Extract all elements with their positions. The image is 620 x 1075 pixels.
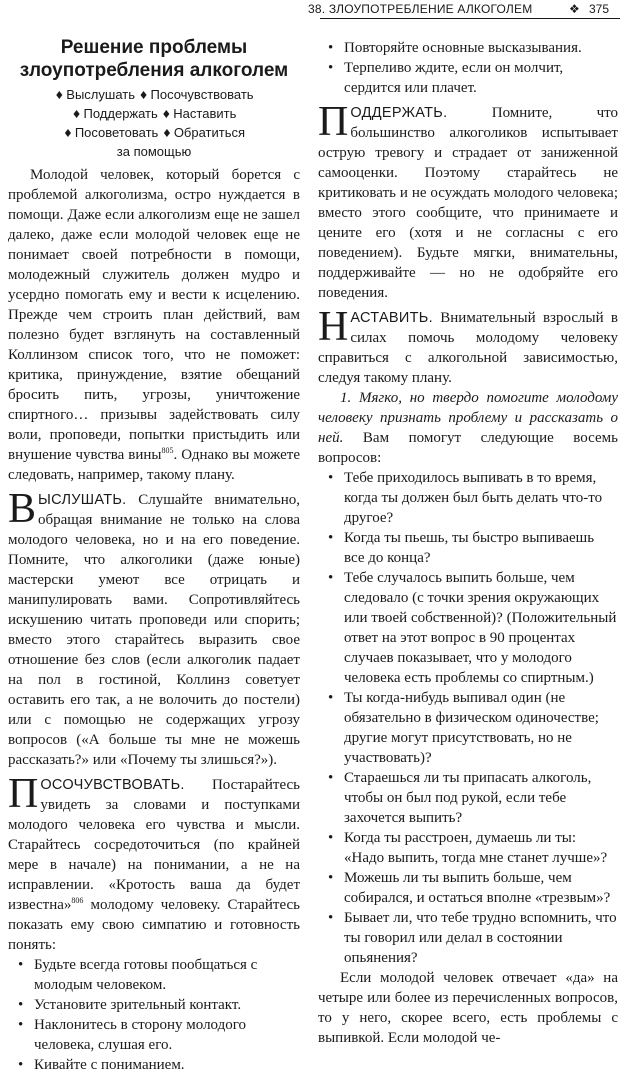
bullet-icon: • (328, 470, 334, 486)
empathy-list (8, 955, 300, 1075)
list-item: • Установите зрительный контакт. (18, 997, 242, 1013)
bullet-icon: • (328, 770, 334, 786)
empathize-paragraph: ПОСОЧУВСТВОВАТЬ. Постарайтесь увидеть за словами и поступками молодого человека его чувства и мысли. Старайтесь сосредоточиться (по крайней мере в начале) на понимании, а не на исправлении. «Кротость ваша да будет известна»$^{806}$ молодому человеку. Старайтесь показать ему свою симпатию и готовность понять: (8, 771, 300, 953)
bullet-icon: • (328, 870, 334, 886)
bullet-icon: • (328, 40, 334, 56)
page-number: 375 (589, 2, 610, 16)
bullet-icon: • (18, 1017, 24, 1033)
list-item: • Терпеливо ждите, если он молчит, сердится или плачет. (328, 60, 564, 96)
empathy-list-continued (318, 38, 618, 98)
drop-cap: П (318, 99, 349, 145)
list-item: • Можешь ли ты выпить больше, чем собирался, и остаться вполне «трезвым»? (328, 870, 611, 906)
step-paragraph: 1. Мягко, но твердо помогите молодому человеку признать проблему и рассказать о ней. Вам помогут следующие восемь вопросов: (318, 390, 618, 466)
header-rule (320, 18, 620, 19)
bullet-icon: • (328, 60, 334, 76)
list-item: • Наклонитесь в сторону молодого человека, слушая его. (18, 1017, 247, 1053)
list-item: • Тебе приходилось выпивать в то время, когда ты должен был быть делать что-то другое? (328, 470, 603, 526)
section-term: ОДДЕРЖАТЬ. (350, 105, 448, 121)
section-guide (318, 304, 618, 1048)
section-title (8, 36, 300, 82)
summary-step: Поддержать (83, 106, 158, 121)
drop-cap: В (8, 486, 37, 532)
list-item: • Ты когда-нибудь выпивал один (не обязательно в физическом одиночестве; другие могут присутствовать, но не участвовать)? (328, 690, 599, 766)
support-paragraph: ПОДДЕРЖАТЬ. Помните, что большинство алкоголиков испытывает острую тревогу и страдает от заниженной самооценки. Поэтому старайтесь не критиковать и не осуждать молодого человека; вместо этого сообщите, что принимаете и цените его (хотя и не согласны с его поведением). Будьте мягки, внимательны, поддерживайте — но не одобряйте его поведения. (318, 99, 618, 301)
footnote-ref: 805 (161, 446, 174, 455)
summary-step: Обратиться (173, 125, 246, 140)
closing-paragraph: Если молодой человек отвечает «да» на четыре или более из перечисленных вопросов, то у него, скорее всего, есть проблемы с выпивкой. Если молодой че- (318, 970, 618, 1046)
section-term: АСТАВИТЬ. (350, 310, 433, 326)
section-term: ОСОЧУВСТВОВАТЬ. (40, 777, 185, 793)
listen-paragraph: ВЫСЛУШАТЬ. Слушайте внимательно, обращая внимание не только на слова молодого человека, но и на его поведение. Помните, что алкоголики (даже юные) мастерски умеют все отрицать и манипулировать вами. Сопротивляйтесь искушению читать проповеди или спорить; вместо этого старайтесь выразить свое отношение без слов (если алкоголик падает на пол в гостиной, Коллинз советует оставить его так, а не волочить до постели) или с помощью не содержащих угрозу вопросов («А больше ты мне не можешь рассказать?» или «Почему ты злишься?»). (8, 486, 300, 768)
bullet-icon: • (328, 910, 334, 926)
bullet-icon: • (328, 690, 334, 706)
bullet-icon: • (328, 830, 334, 846)
guide-paragraph: НАСТАВИТЬ. Внимательный взрослый в силах помочь молодому человеку справиться с алкогольной зависимостью, следуя такому плану. (318, 304, 618, 386)
list-item: • Повторяйте основные высказывания. (328, 40, 582, 56)
summary-step: за помощью (116, 144, 192, 159)
summary-step: Посочувствовать (150, 87, 254, 102)
ornament-icon: ❖ (569, 2, 580, 16)
bullet-icon: • (18, 957, 24, 973)
title-line: злоупотребления алкоголем (19, 60, 289, 81)
summary-step: Посоветовать (74, 125, 159, 140)
intro-paragraph: Молодой человек, который борется с проблемой алкоголизма, остро нуждается в помощи. Даже если алкоголизм еще не зашел далеко, даже если молодой человек еще не понимает своей потребности в помощи, молодежный служитель должен мудро и усердно помогать ему и вести к исцелению. Прежде чем строить план действий, вам полезно будет взглянуть на составленный Коллинзом список того, что не поможет: критика, принуждение, взятие обещаний бросить пить, угрозы, уничтожение спиртного… призывы задействовать силу воли, проповеди, попытки пристыдить или внушение чувства вины$^{805}$. Однако вы можете следовать, например, такому плану. (8, 167, 301, 483)
section-listen (8, 486, 300, 770)
section-empathize (8, 771, 300, 1075)
list-item: • Кивайте с пониманием. (18, 1057, 185, 1073)
diamond-icon: ♦ (62, 127, 73, 140)
summary-step: Выслушать (66, 87, 135, 102)
list-item: • Когда ты пьешь, ты быстро выпиваешь все до конца? (328, 530, 595, 566)
drop-cap: П (8, 771, 39, 817)
running-title: 38. ЗЛОУПОТРЕБЛЕНИЕ АЛКОГОЛЕМ (308, 2, 533, 16)
step-heading: 1. Мягко, но твердо помогите молодому человеку признать проблему и рассказать о ней. (318, 390, 618, 446)
list-item: • Будьте всегда готовы пообщаться с молодым человеком. (18, 957, 258, 993)
steps-summary (8, 86, 300, 161)
diamond-icon: ♦ (71, 108, 82, 121)
right-column (318, 38, 618, 1048)
footnote-ref: 806 (71, 896, 84, 905)
left-column (8, 36, 300, 1075)
section-term: ЫСЛУШАТЬ. (38, 492, 127, 508)
diamond-icon: ♦ (161, 108, 172, 121)
section-support (318, 99, 618, 303)
list-item: • Тебе случалось выпить больше, чем следовало (с точки зрения окружающих или твоей собственной)? (Положительный ответ на этот вопрос в 90 процентах случаев показывает, что у молодого человека есть проблемы со спиртным.) (328, 570, 617, 686)
diamond-icon: ♦ (161, 127, 172, 140)
diamond-icon: ♦ (54, 89, 65, 102)
bullet-icon: • (18, 1057, 24, 1073)
list-item: • Бывает ли, что тебе трудно вспомнить, что ты говорил или делал в состоянии опьянения? (328, 910, 617, 966)
diamond-icon: ♦ (138, 89, 149, 102)
title-line: Решение проблемы (60, 37, 248, 58)
drop-cap: Н (318, 304, 349, 350)
bullet-icon: • (328, 530, 334, 546)
bullet-icon: • (328, 570, 334, 586)
list-item: • Стараешься ли ты припасать алкоголь, чтобы он был под рукой, если тебе захочется выпить? (328, 770, 592, 826)
bullet-icon: • (18, 997, 24, 1013)
summary-step: Наставить (173, 106, 237, 121)
running-header (0, 0, 620, 22)
questions-list (318, 468, 618, 968)
list-item: • Когда ты расстроен, думаешь ли ты: «Надо выпить, тогда мне станет лучше»? (328, 830, 608, 866)
